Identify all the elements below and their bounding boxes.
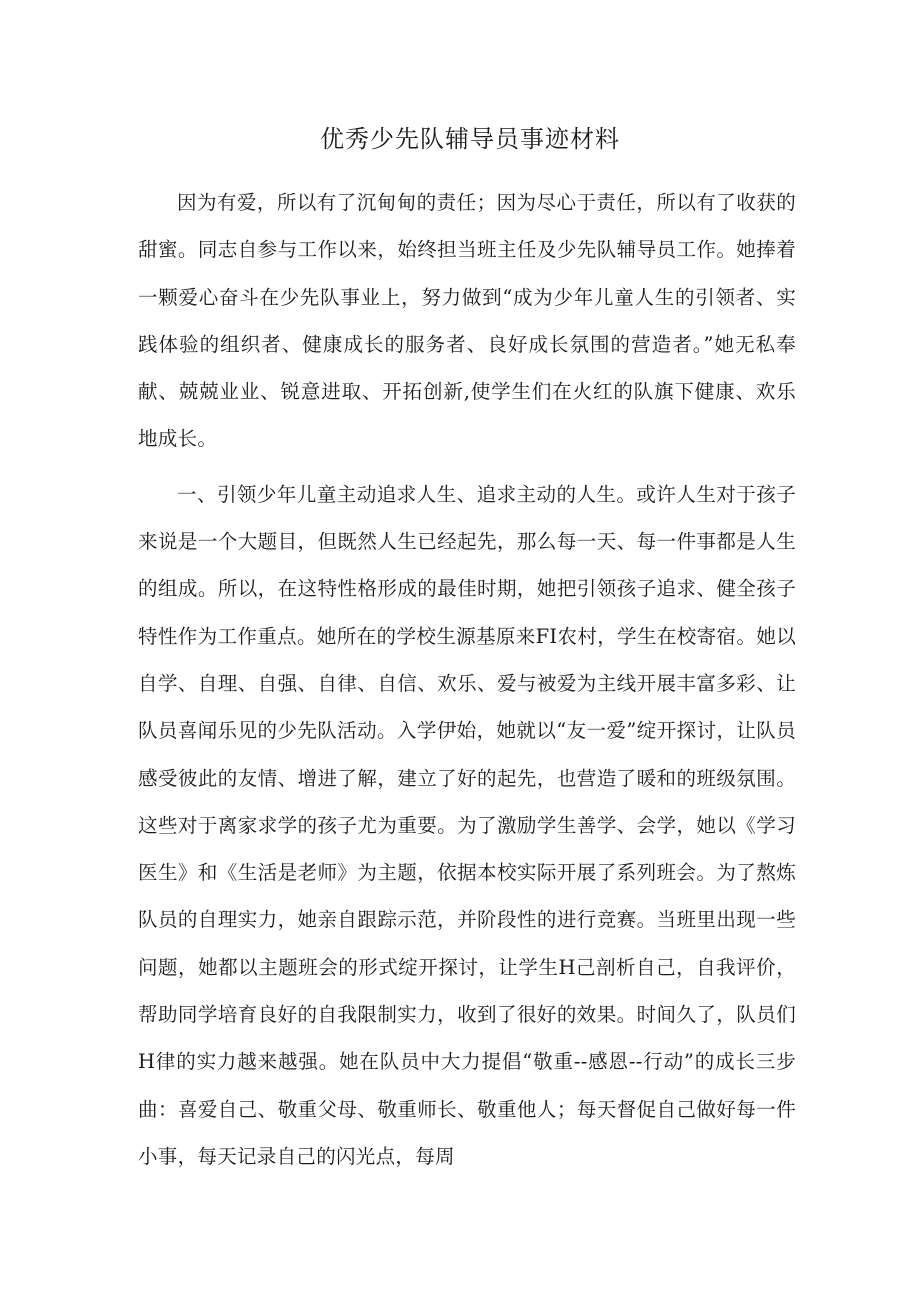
paragraph-section-one: 一、引领少年儿童主动追求人生、追求主动的人生。或许人生对于孩子来说是一个大题目，但既然人生已经起先，那么每一天、每一件事都是人生的组成。所以，在这特性格形成的最佳时期，她把引领孩子追求、健全孩子特性作为工作重点。她所在的学校生源基原来FI农村，学生在校寄宿。她以自学、自理、自强、自律、自信、欢乐、爱与被爱为主线开展丰富多彩、让队员喜闻乐见的少先队活动。入学伊始，她就以“友一爱”绽开探讨，让队员感受彼此的友情、增进了解，建立了好的起先，也营造了暖和的班级氛围。这些对于离家求学的孩子尤为重要。为了激励学生善学、会学，她以《学习医生》和《生活是老师》为主题，依据本校实际开展了系列班会。为了熬炼队员的自理实力，她亲自跟踪示范，并阶段性的进行竞赛。当班里出现一些问题，她都以主题班会的形式绽开探讨，让学生H己剖析自己，自我评价，帮助同学培育良好的自我限制实力，收到了很好的效果。时间久了，队员们H律的实力越来越强。她在队员中大力提倡“敬重--感恩--行动”的成长三步曲：喜爱自己、敬重父母、敬重师长、敬重他人；每天督促自己做好每一件小事，每天记录自己的闪光点，每周 <box>138 482 796 1168</box>
paragraph-intro: 因为有爱，所以有了沉甸甸的责任；因为尽心于责任，所以有了收获的甜蜜。同志自参与工作以来，始终担当班主任及少先队辅导员工作。她捧着一颗爱心奋斗在少先队事业上，努力做到“成为少年儿童人生的引领者、实践体验的组织者、健康成长的服务者、良好成长氛围的营造者。”她无私奉献、兢兢业业、锐意进取、开拓创新,使学生们在火红的队旗下健康、欢乐地成长。 <box>138 191 796 451</box>
document-title: 优秀少先队辅导员事迹材料 <box>320 125 620 153</box>
